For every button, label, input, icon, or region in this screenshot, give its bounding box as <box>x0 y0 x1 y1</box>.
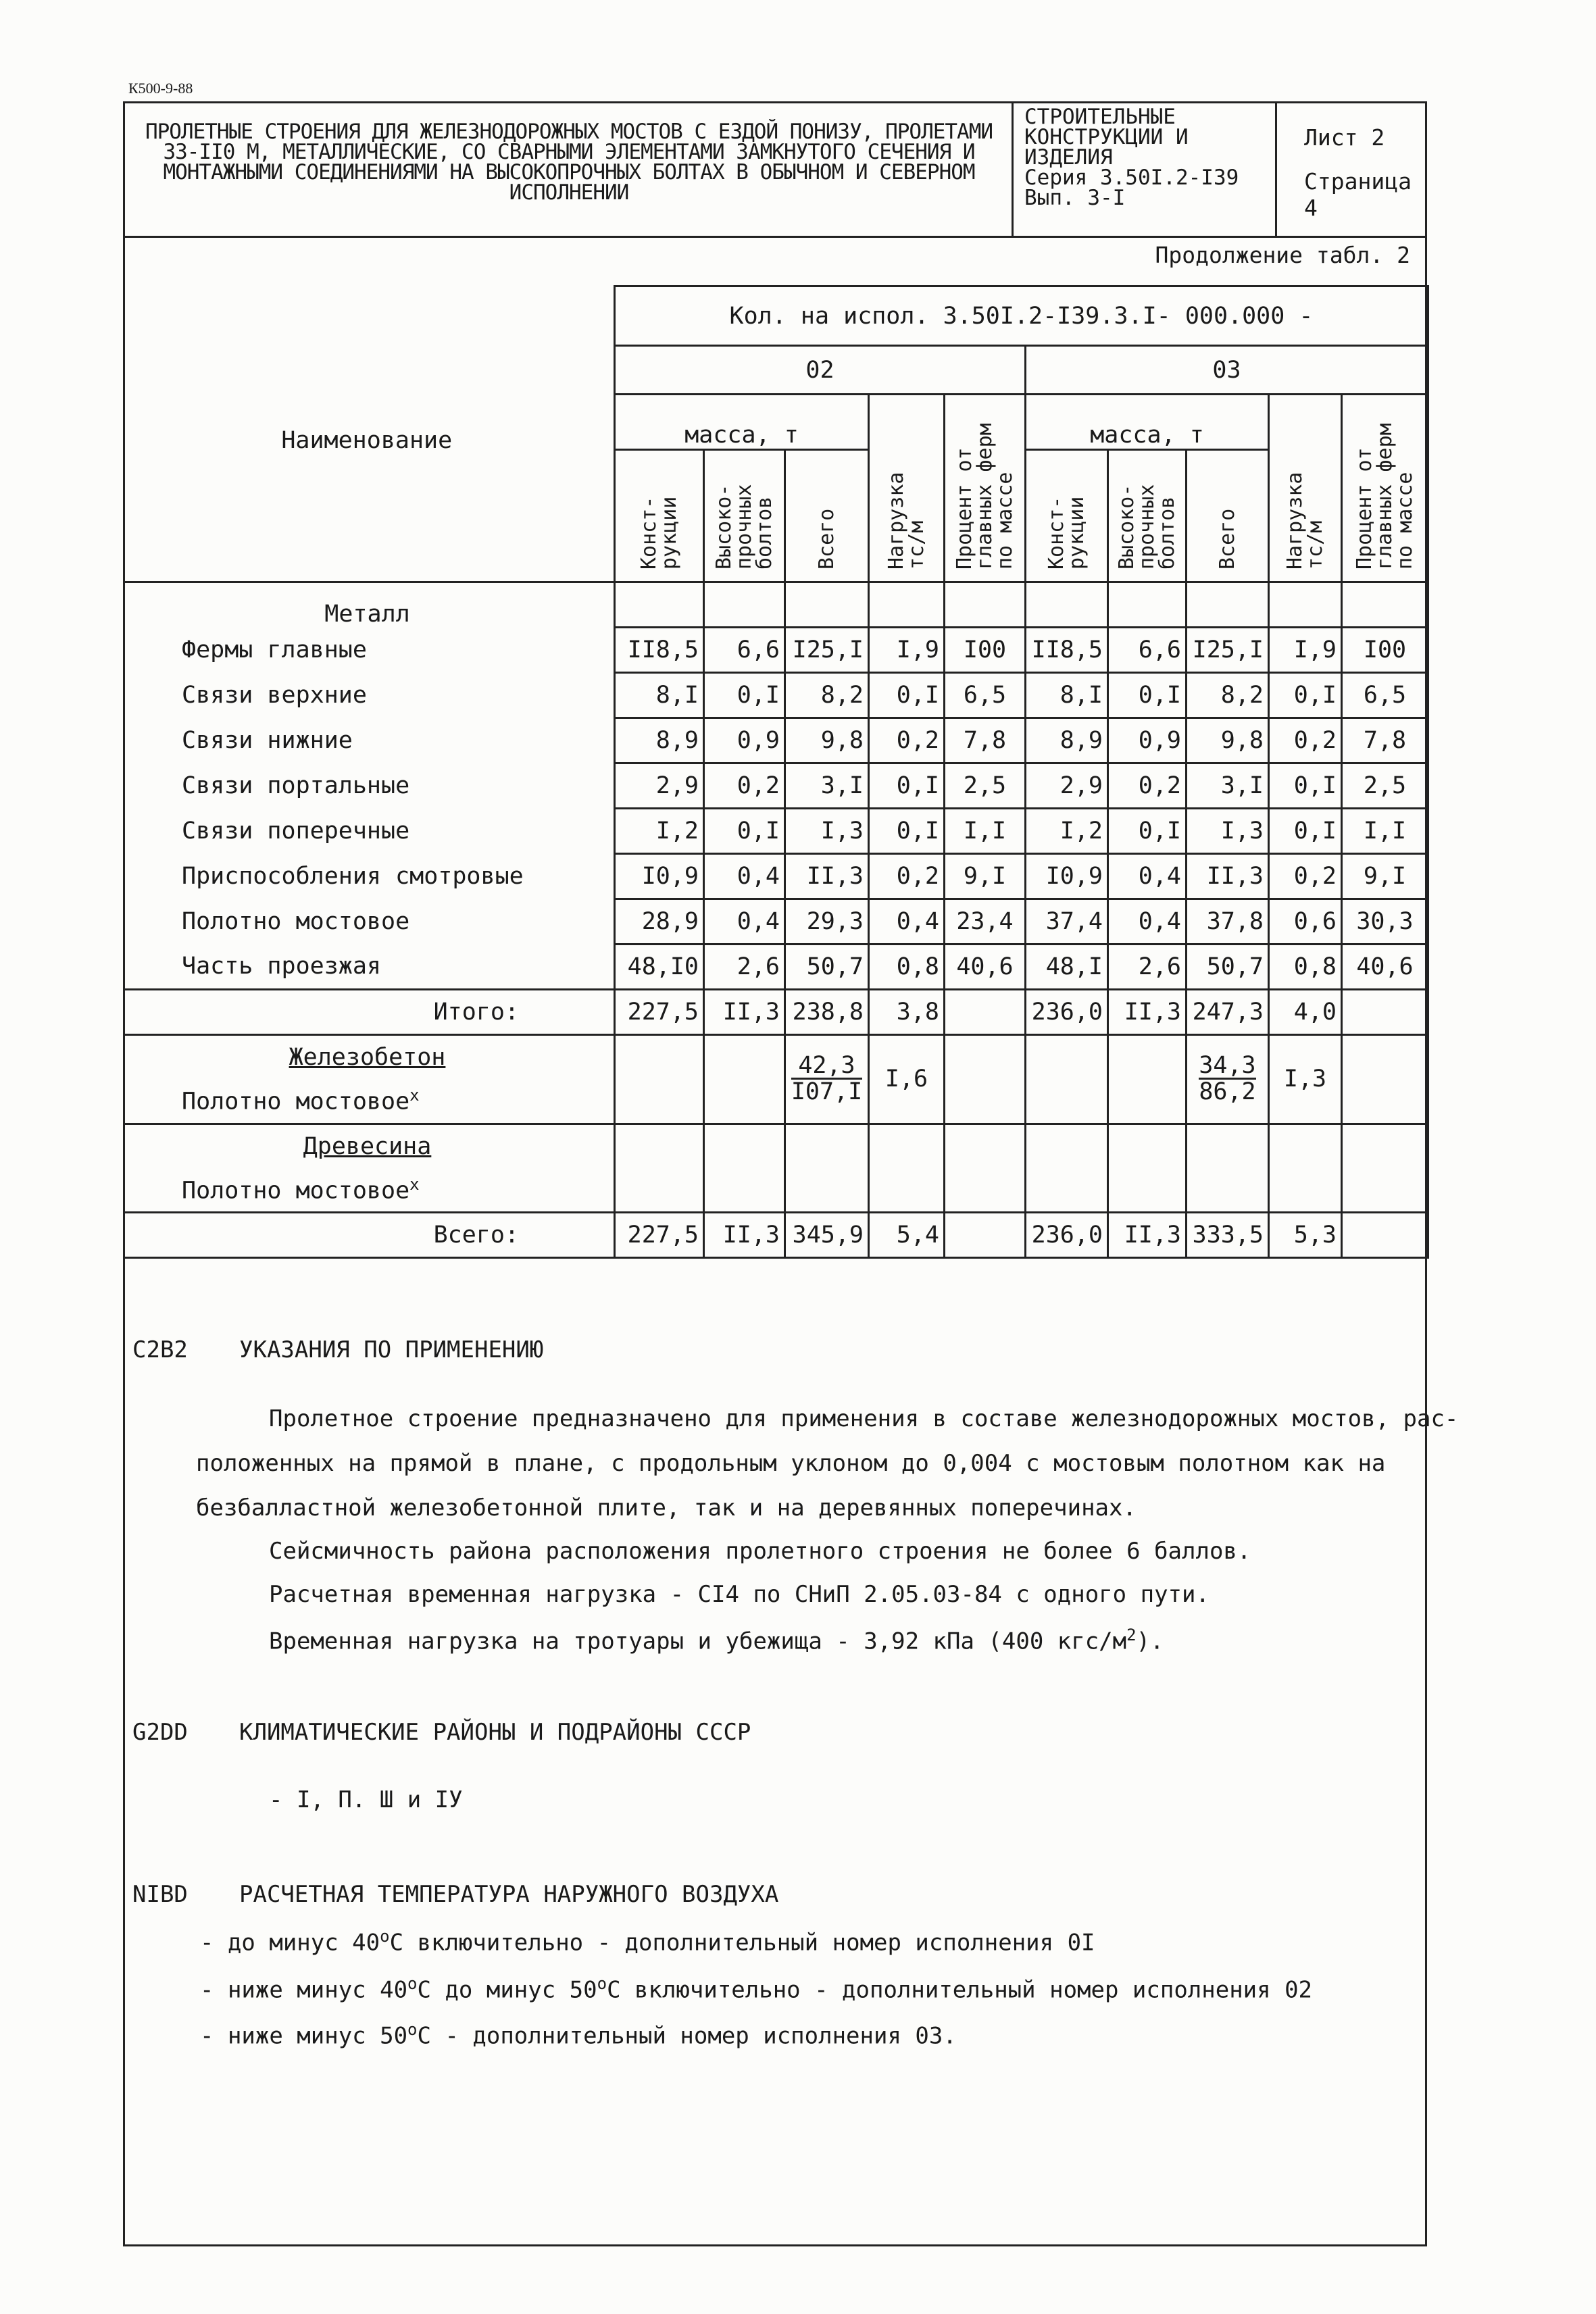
itogo-label: Итого: <box>124 990 615 1035</box>
table-row <box>124 763 1428 809</box>
cell-value: 333,5 <box>1187 1212 1269 1257</box>
cell-value: 0,I <box>1108 809 1187 854</box>
cell-value: 5,3 <box>1269 1212 1342 1257</box>
document-code: К500-9-88 <box>128 80 193 97</box>
mass-table <box>123 285 1429 1259</box>
category-block <box>1014 101 1277 238</box>
cell-value: 8,9 <box>615 718 704 763</box>
section-reinforced-concrete: Железобетон <box>124 1035 615 1080</box>
row-name: Приспособления смотровые <box>124 854 615 899</box>
rc-row-name: Полотно мостовое$^x$ <box>124 1079 615 1124</box>
table-row <box>124 628 1428 673</box>
section-title-climate: КЛИМАТИЧЕСКИЕ РАЙОНЫ И ПОДРАЙОНЫ СССР <box>239 1719 751 1746</box>
title-block <box>123 101 1014 238</box>
header-load-02: Нагрузка тс/м <box>869 395 945 582</box>
rc-total-03: $\frac{34,3}{86,2}$ <box>1187 1035 1269 1124</box>
cell-value: 0,2 <box>1269 718 1342 763</box>
section-title-usage: УКАЗАНИЯ ПО ПРИМЕНЕНИЮ <box>239 1336 544 1363</box>
header-percent-03: Процент от главных ферм по массе <box>1342 395 1428 582</box>
cell-value: 0,I <box>869 763 945 809</box>
cell-value: II,3 <box>704 1212 785 1257</box>
header-mass-03: масса, т <box>1026 395 1269 450</box>
header-percent-02: Процент от главных ферм по массе <box>945 395 1026 582</box>
cell-value: 3,I <box>1187 763 1269 809</box>
cell-value: 0,I <box>1108 673 1187 718</box>
cell-value: I,3 <box>785 809 869 854</box>
temperature-item-1: - до минус $40^оC$ включительно - дополнительный номер исполнения 0I <box>200 1927 1095 1957</box>
cell-value <box>1342 990 1428 1035</box>
header-variant-03: 03 <box>1026 346 1428 395</box>
series-label: Серия 3.50I.2-I39 <box>1024 166 1239 190</box>
cell-value: 247,3 <box>1187 990 1269 1035</box>
cell-value: 0,I <box>1269 809 1342 854</box>
cell-value: 236,0 <box>1026 990 1108 1035</box>
cell-value: 6,6 <box>704 628 785 673</box>
cell-value: 6,5 <box>945 673 1026 718</box>
section-code-g2dd: G2DD <box>132 1719 188 1746</box>
cell-value: 30,3 <box>1342 899 1428 945</box>
section-metal: Металл <box>124 582 615 628</box>
section-wood: Древесина <box>124 1124 615 1168</box>
cell-value: 37,8 <box>1187 899 1269 945</box>
cell-value: II8,5 <box>615 628 704 673</box>
issue-label: Вып. 3-I <box>1024 186 1126 210</box>
cell-value: II,3 <box>1187 854 1269 899</box>
header-load-03: Нагрузка тс/м <box>1269 395 1342 582</box>
cell-value: 0,I <box>1269 673 1342 718</box>
cell-value: 0,9 <box>1108 718 1187 763</box>
cell-value: 9,8 <box>785 718 869 763</box>
cell-value: 8,9 <box>1026 718 1108 763</box>
table-row <box>124 854 1428 899</box>
cell-value: 8,I <box>1026 673 1108 718</box>
cell-value: I00 <box>945 628 1026 673</box>
cell-value: 9,8 <box>1187 718 1269 763</box>
climate-regions: - I, П. Ш и IУ <box>269 1786 463 1813</box>
cell-value: 0,8 <box>869 945 945 990</box>
document-title: ПРОЛЕТНЫЕ СТРОЕНИЯ ДЛЯ ЖЕЛЕЗНОДОРОЖНЫХ МОСТОВ С ЕЗДОЙ ПОНИЗУ, ПРОЛЕТАМИ 33-II0 М, МЕТАЛЛИЧЕСКИЕ, СО СВАРНЫМИ ЭЛЕМЕНТАМИ ЗАМКНУТОГО СЕЧЕНИЯ И МОНТАЖНЫМИ СОЕДИНЕНИЯМИ НА ВЫСОКОПРОЧНЫХ БОЛТАХ В ОБЫЧНОМ И СЕВЕРНОМ ИСПОЛНЕНИИ <box>145 120 993 205</box>
row-name: Связи поперечные <box>124 809 615 854</box>
cell-value: II,3 <box>1108 990 1187 1035</box>
usage-line-2: положенных на прямой в плане, с продольным уклоном до 0,004 с мостовым полотном как на <box>196 1450 1386 1477</box>
cell-value: II,3 <box>704 990 785 1035</box>
itogo-row <box>124 990 1428 1035</box>
cell-value: II,3 <box>1108 1212 1187 1257</box>
cell-value: 9,I <box>945 854 1026 899</box>
cell-value: 2,9 <box>1026 763 1108 809</box>
table-row <box>124 899 1428 945</box>
page-number: Страница 4 <box>1304 168 1412 221</box>
cell-value: 0,2 <box>1269 854 1342 899</box>
cell-value: 0,2 <box>869 854 945 899</box>
header-total-03: Всего <box>1187 450 1269 582</box>
header-bolts-02: Высоко- прочных болтов <box>704 450 785 582</box>
cell-value: 48,I <box>1026 945 1108 990</box>
cell-value: I,9 <box>869 628 945 673</box>
table-row <box>124 718 1428 763</box>
row-name: Часть проезжая <box>124 945 615 990</box>
cell-value: 6,6 <box>1108 628 1187 673</box>
category-label: СТРОИТЕЛЬНЫЕ КОНСТРУКЦИИ И ИЗДЕЛИЯ <box>1024 105 1189 170</box>
temperature-item-3: - ниже минус $50^оC$ - дополнительный номер исполнения 03. <box>200 2020 957 2050</box>
cell-value: 8,I <box>615 673 704 718</box>
cell-value: 238,8 <box>785 990 869 1035</box>
cell-value: 0,4 <box>1108 899 1187 945</box>
header-name: Наименование <box>281 426 453 454</box>
cell-value: 0,I <box>704 809 785 854</box>
cell-value: 0,I <box>704 673 785 718</box>
total-label: Всего: <box>124 1212 615 1257</box>
cell-value: 0,4 <box>704 854 785 899</box>
header-constructions-03: Конст- рукции <box>1026 450 1108 582</box>
cell-value: 9,I <box>1342 854 1428 899</box>
usage-line-4: Сейсмичность района расположения пролетного строения не более 6 баллов. <box>269 1538 1251 1565</box>
usage-line-3: безбалластной железобетонной плите, так и на деревянных поперечинах. <box>196 1494 1137 1521</box>
cell-value: 0,9 <box>704 718 785 763</box>
rc-total-02: $\frac{42,3}{I07,I}$ <box>785 1035 869 1124</box>
cell-value: 5,4 <box>869 1212 945 1257</box>
rc-load-03: I,3 <box>1269 1035 1342 1124</box>
cell-value: 0,8 <box>1269 945 1342 990</box>
cell-value: 227,5 <box>615 1212 704 1257</box>
cell-value: 0,6 <box>1269 899 1342 945</box>
cell-value: 2,5 <box>1342 763 1428 809</box>
header-bolts-03: Высоко- прочных болтов <box>1108 450 1187 582</box>
cell-value: 37,4 <box>1026 899 1108 945</box>
cell-value: I,9 <box>1269 628 1342 673</box>
cell-value: 50,7 <box>785 945 869 990</box>
header-variant-02: 02 <box>615 346 1026 395</box>
cell-value: 0,I <box>1269 763 1342 809</box>
header-group: Кол. на испол. 3.50I.2-I39.3.I- 000.000 - <box>615 286 1428 346</box>
cell-value: 6,5 <box>1342 673 1428 718</box>
cell-value: I0,9 <box>615 854 704 899</box>
sheet-block <box>1277 101 1427 238</box>
cell-value: II8,5 <box>1026 628 1108 673</box>
cell-value: I,2 <box>615 809 704 854</box>
cell-value: 48,I0 <box>615 945 704 990</box>
cell-value: I,2 <box>1026 809 1108 854</box>
cell-value: 0,2 <box>869 718 945 763</box>
temperature-item-2: - ниже минус $40^оC$ до минус $50^оC$ включительно - дополнительный номер исполнения 02 <box>200 1974 1313 2004</box>
cell-value: 0,2 <box>704 763 785 809</box>
cell-value: 40,6 <box>945 945 1026 990</box>
cell-value: I0,9 <box>1026 854 1108 899</box>
cell-value <box>945 990 1026 1035</box>
cell-value: 345,9 <box>785 1212 869 1257</box>
cell-value <box>1342 1212 1428 1257</box>
cell-value: 0,4 <box>1108 854 1187 899</box>
cell-value: II,3 <box>785 854 869 899</box>
row-name: Связи нижние <box>124 718 615 763</box>
cell-value: 2,9 <box>615 763 704 809</box>
cell-value: I25,I <box>785 628 869 673</box>
cell-value: 0,I <box>869 673 945 718</box>
cell-value: 29,3 <box>785 899 869 945</box>
cell-value: 7,8 <box>1342 718 1428 763</box>
cell-value: 8,2 <box>785 673 869 718</box>
cell-value: 2,6 <box>704 945 785 990</box>
header-total-02: Всего <box>785 450 869 582</box>
cell-value: 40,6 <box>1342 945 1428 990</box>
cell-value: I25,I <box>1187 628 1269 673</box>
cell-value: I,I <box>1342 809 1428 854</box>
cell-value: I,3 <box>1187 809 1269 854</box>
usage-line-5: Расчетная временная нагрузка - CI4 по СНиП 2.05.03-84 с одного пути. <box>269 1581 1210 1608</box>
section-code-nibd: NIBD <box>132 1881 188 1908</box>
wood-row-name: Полотно мостовое$^x$ <box>124 1168 615 1213</box>
cell-value: I00 <box>1342 628 1428 673</box>
cell-value: 23,4 <box>945 899 1026 945</box>
section-title-temperature: РАСЧЕТНАЯ ТЕМПЕРАТУРА НАРУЖНОГО ВОЗДУХА <box>239 1881 779 1908</box>
row-name: Связи верхние <box>124 673 615 718</box>
cell-value <box>945 1212 1026 1257</box>
usage-line-6: Временная нагрузка на тротуары и убежища - 3,92 кПа (400 кгс/$м^2$). <box>269 1626 1164 1655</box>
cell-value: 2,5 <box>945 763 1026 809</box>
rc-load-02: I,6 <box>869 1035 945 1124</box>
total-row <box>124 1212 1428 1257</box>
header-constructions-02: Конст- рукции <box>615 450 704 582</box>
table-row <box>124 673 1428 718</box>
cell-value: 28,9 <box>615 899 704 945</box>
cell-value: 236,0 <box>1026 1212 1108 1257</box>
cell-value: 8,2 <box>1187 673 1269 718</box>
cell-value: 0,4 <box>704 899 785 945</box>
row-name: Связи портальные <box>124 763 615 809</box>
table-continuation: Продолжение табл. 2 <box>1155 242 1410 268</box>
cell-value: I,I <box>945 809 1026 854</box>
cell-value: 0,I <box>869 809 945 854</box>
cell-value: 227,5 <box>615 990 704 1035</box>
cell-value: 2,6 <box>1108 945 1187 990</box>
cell-value: 3,8 <box>869 990 945 1035</box>
usage-line-1: Пролетное строение предназначено для применения в составе железнодорожных мостов, рас- <box>269 1405 1459 1432</box>
cell-value: 0,4 <box>869 899 945 945</box>
cell-value: 4,0 <box>1269 990 1342 1035</box>
header-mass-02: масса, т <box>615 395 869 450</box>
section-code-c2b2: C2B2 <box>132 1336 188 1363</box>
row-name: Фермы главные <box>124 628 615 673</box>
cell-value: 0,2 <box>1108 763 1187 809</box>
row-name: Полотно мостовое <box>124 899 615 945</box>
cell-value: 7,8 <box>945 718 1026 763</box>
table-row <box>124 945 1428 990</box>
cell-value: 50,7 <box>1187 945 1269 990</box>
sheet-number: Лист 2 <box>1304 124 1385 151</box>
cell-value: 3,I <box>785 763 869 809</box>
table-row <box>124 809 1428 854</box>
